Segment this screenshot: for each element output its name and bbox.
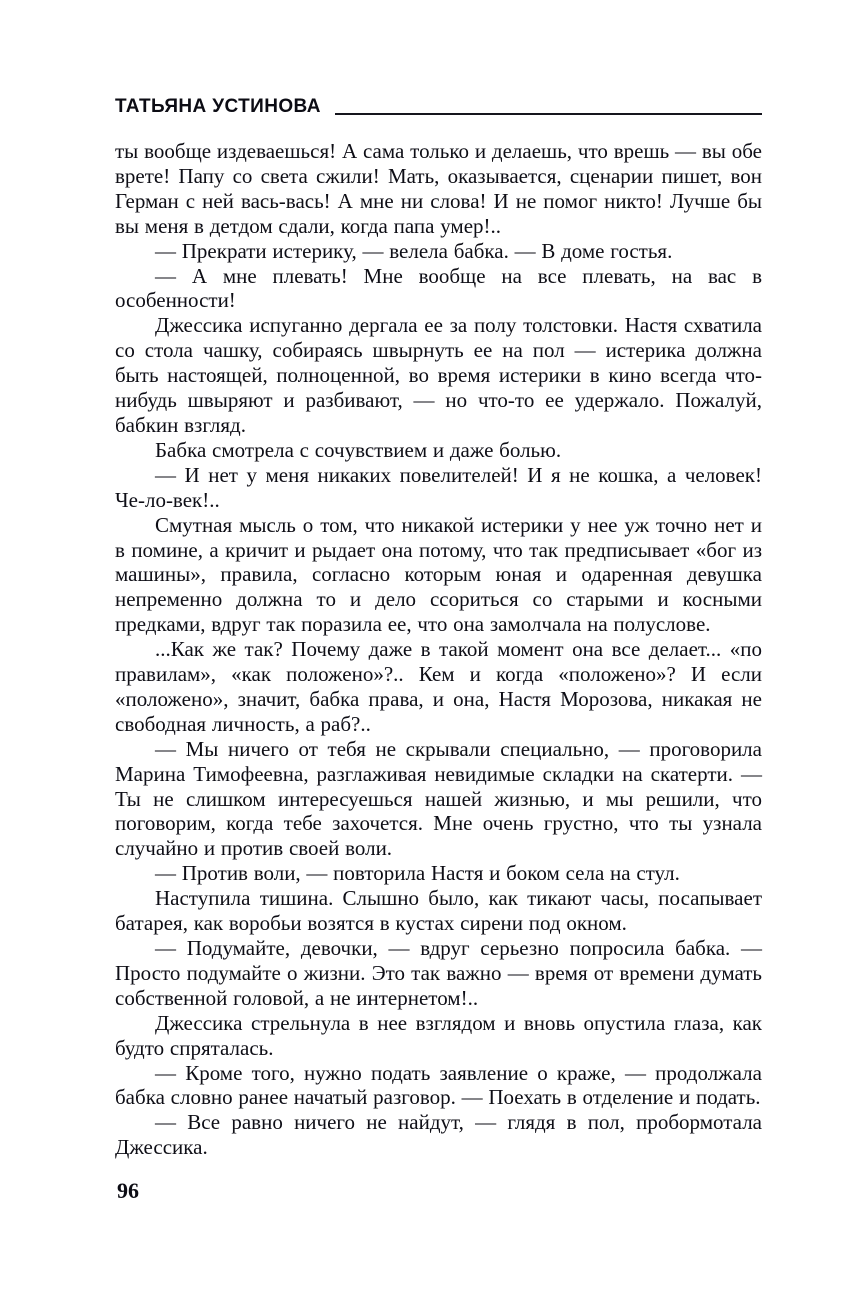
paragraph: — А мне плевать! Мне вообще на все плевать, на вас в особенности! xyxy=(115,263,762,313)
paragraph: Джессика стрельнула в нее взглядом и вновь опустила глаза, как будто спряталась. xyxy=(115,1010,762,1060)
paragraph: — Мы ничего от тебя не скрывали специально, — проговорила Марина Тимофеевна, разглаживая невидимые складки на скатерти. — Ты не слишком интересуешься нашей жизнью, и мы решили, что поговорим, когда тебе захочется. Мне очень грустно, что ты узнала случайно и против своей воли. xyxy=(115,736,762,861)
paragraph: — Подумайте, девочки, — вдруг серьезно попросила бабка. — Просто подумайте о жизни. Это так важно — время от времени думать собственной головой, а не интернетом!.. xyxy=(115,936,762,1010)
paragraph: — Против воли, — повторила Настя и боком села на стул. xyxy=(155,861,680,886)
paragraph: Джессика испуганно дергала ее за полу толстовки. Настя схватила со стола чашку, собираясь швырнуть ее на пол — истерика должна быть настоящей, полноценной, во время истерики в кино всегда что-нибудь швыряют и разбивают, — но что-то ее удержало. Пожалуй, бабкин взгляд. xyxy=(115,313,762,437)
header-rule xyxy=(335,113,762,115)
paragraph: ...Как же так? Почему даже в такой момент она все делает... «по правилам», «как положено»?.. Кем и когда «положено»? И если «положено», значит, бабка права, и она, Настя Морозова, никакая не свободная личность, а раб?.. xyxy=(115,637,762,736)
paragraph: — И нет у меня никаких повелителей! И я не кошка, а человек! Че-ло-век!.. xyxy=(115,462,762,512)
paragraph: Бабка смотрела с сочувствием и даже болью. xyxy=(155,437,562,462)
running-head-author: ТАТЬЯНА УСТИНОВА xyxy=(115,96,321,117)
paragraph: ты вообще издеваешься! А сама только и делаешь, что врешь — вы обе врете! Папу со света сжили! Мать, оказывается, сценарии пишет, вон Герман с ней вась-вась! А мне ни слова! И не помог никто! Лучше бы вы меня в детдом сдали, когда папа умер!.. xyxy=(115,139,762,238)
paragraph: — Прекрати истерику, — велела бабка. — В доме гостья. xyxy=(155,238,673,263)
paragraph: — Все равно ничего не найдут, — глядя в пол, пробормотала Джессика. xyxy=(115,1110,762,1160)
page-number: 96 xyxy=(117,1178,139,1203)
body-text xyxy=(115,139,762,1160)
page-header xyxy=(115,96,762,118)
paragraph: — Кроме того, нужно подать заявление о краже, — продолжала бабка словно ранее начатый разговор. — Поехать в отделение и подать. xyxy=(115,1060,762,1110)
paragraph: Смутная мысль о том, что никакой истерики у нее уж точно нет и в помине, а кричит и рыдает она потому, что так предписывает «бог из машины», правила, согласно которым юная и одаренная девушка непременно должна то и дело ссориться со старыми и косными предками, вдруг так поразила ее, что она замолчала на полуслове. xyxy=(115,512,762,637)
paragraph: Наступила тишина. Слышно было, как тикают часы, посапывает батарея, как воробьи возятся в кустах сирени под окном. xyxy=(115,886,762,936)
text-block xyxy=(115,96,762,1160)
